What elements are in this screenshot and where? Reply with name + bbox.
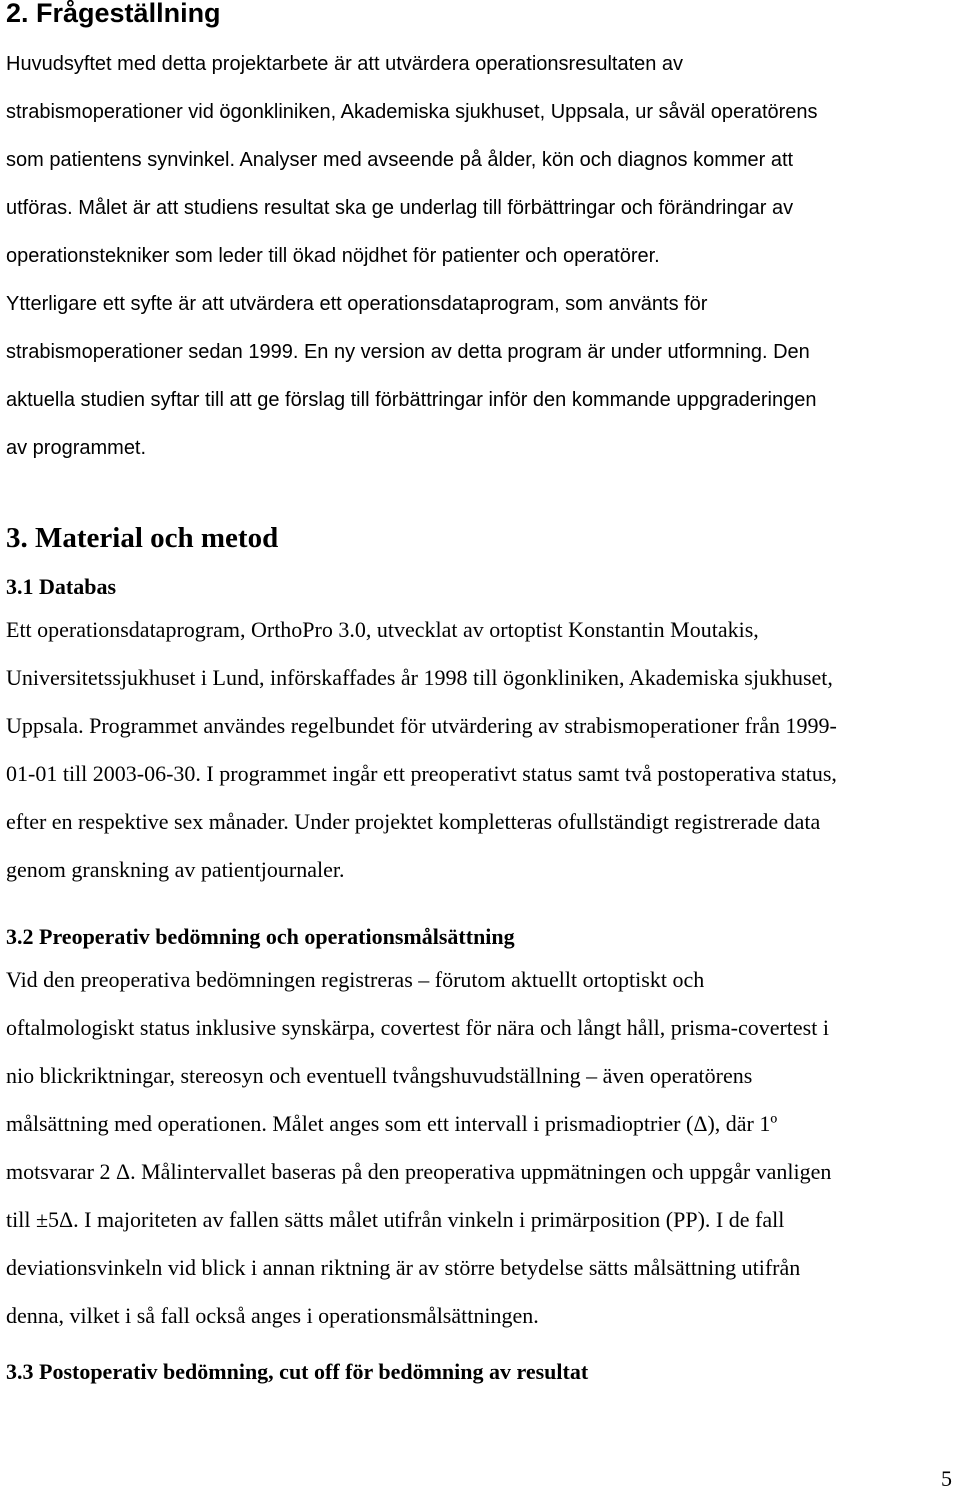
text-line: operationstekniker som leder till ökad nöjdhet för patienter och operatörer. [6, 245, 660, 267]
text-line: denna, vilket i så fall också anges i operationsmålsättningen. [6, 1303, 539, 1328]
text-line: motsvarar 2 Δ. Målintervallet baseras på den preoperativa uppmätningen och uppgår vanligen [6, 1159, 832, 1184]
section-3-heading: 3. Material och metod [6, 522, 279, 554]
text-line: strabismoperationer vid ögonkliniken, Akademiska sjukhuset, Uppsala, ur såväl operatörens [6, 101, 818, 123]
section-2-paragraph [6, 40, 818, 472]
section-2-heading: 2. Frågeställning [6, 0, 221, 28]
section-3-1-heading: 3.1 Databas [6, 574, 117, 599]
text-line: som patientens synvinkel. Analyser med avseende på ålder, kön och diagnos kommer att [6, 149, 794, 171]
text-line: nio blickriktningar, stereosyn och eventuell tvångshuvudställning – även operatörens [6, 1063, 753, 1088]
text-line: Vid den preoperativa bedömningen registreras – förutom aktuellt ortoptiskt och [6, 967, 705, 992]
section-3-3-heading: 3.3 Postoperativ bedömning, cut off för bedömning av resultat [6, 1359, 589, 1384]
text-line: genom granskning av patientjournaler. [6, 857, 345, 882]
text-line: Ytterligare ett syfte är att utvärdera ett operationsdataprogram, som använts för [6, 293, 708, 315]
section-3-2-paragraph [6, 956, 831, 1340]
text-line: oftalmologiskt status inklusive synskärpa, covertest för nära och långt håll, prisma-covertest i [6, 1015, 829, 1040]
text-line: Universitetssjukhuset i Lund, införskaffades år 1998 till ögonkliniken, Akademiska sjukhuset, [6, 665, 833, 690]
text-line: målsättning med operationen. Målet anges som ett intervall i prismadioptrier (Δ), där 1º [6, 1111, 778, 1136]
text-line: utföras. Målet är att studiens resultat ska ge underlag till förbättringar och förändringar av [6, 197, 794, 219]
text-line: deviationsvinkeln vid blick i annan riktning är av större betydelse sätts målsättning utifrån [6, 1255, 801, 1280]
text-line: aktuella studien syftar till att ge förslag till förbättringar inför den kommande uppgraderingen [6, 389, 817, 411]
text-line: Ett operationsdataprogram, OrthoPro 3.0, utvecklat av ortoptist Konstantin Moutakis, [6, 617, 759, 642]
page-number: 5 [941, 1466, 952, 1491]
section-3-1-paragraph [6, 606, 837, 894]
section-3-2-heading: 3.2 Preoperativ bedömning och operationsmålsättning [6, 924, 515, 949]
text-line: 01-01 till 2003-06-30. I programmet ingår ett preoperativt status samt två postoperativa status, [6, 761, 837, 786]
text-line: av programmet. [6, 437, 147, 459]
text-line: till ±5Δ. I majoriteten av fallen sätts målet utifrån vinkeln i primärposition (PP). I de fall [6, 1207, 785, 1232]
text-line: Huvudsyftet med detta projektarbete är att utvärdera operationsresultaten av [6, 53, 684, 75]
text-line: Uppsala. Programmet användes regelbundet för utvärdering av strabismoperationer från 1999- [6, 713, 837, 738]
text-line: strabismoperationer sedan 1999. En ny version av detta program är under utformning. Den [6, 341, 810, 363]
text-line: efter en respektive sex månader. Under projektet kompletteras ofullständigt registrerade data [6, 809, 821, 834]
